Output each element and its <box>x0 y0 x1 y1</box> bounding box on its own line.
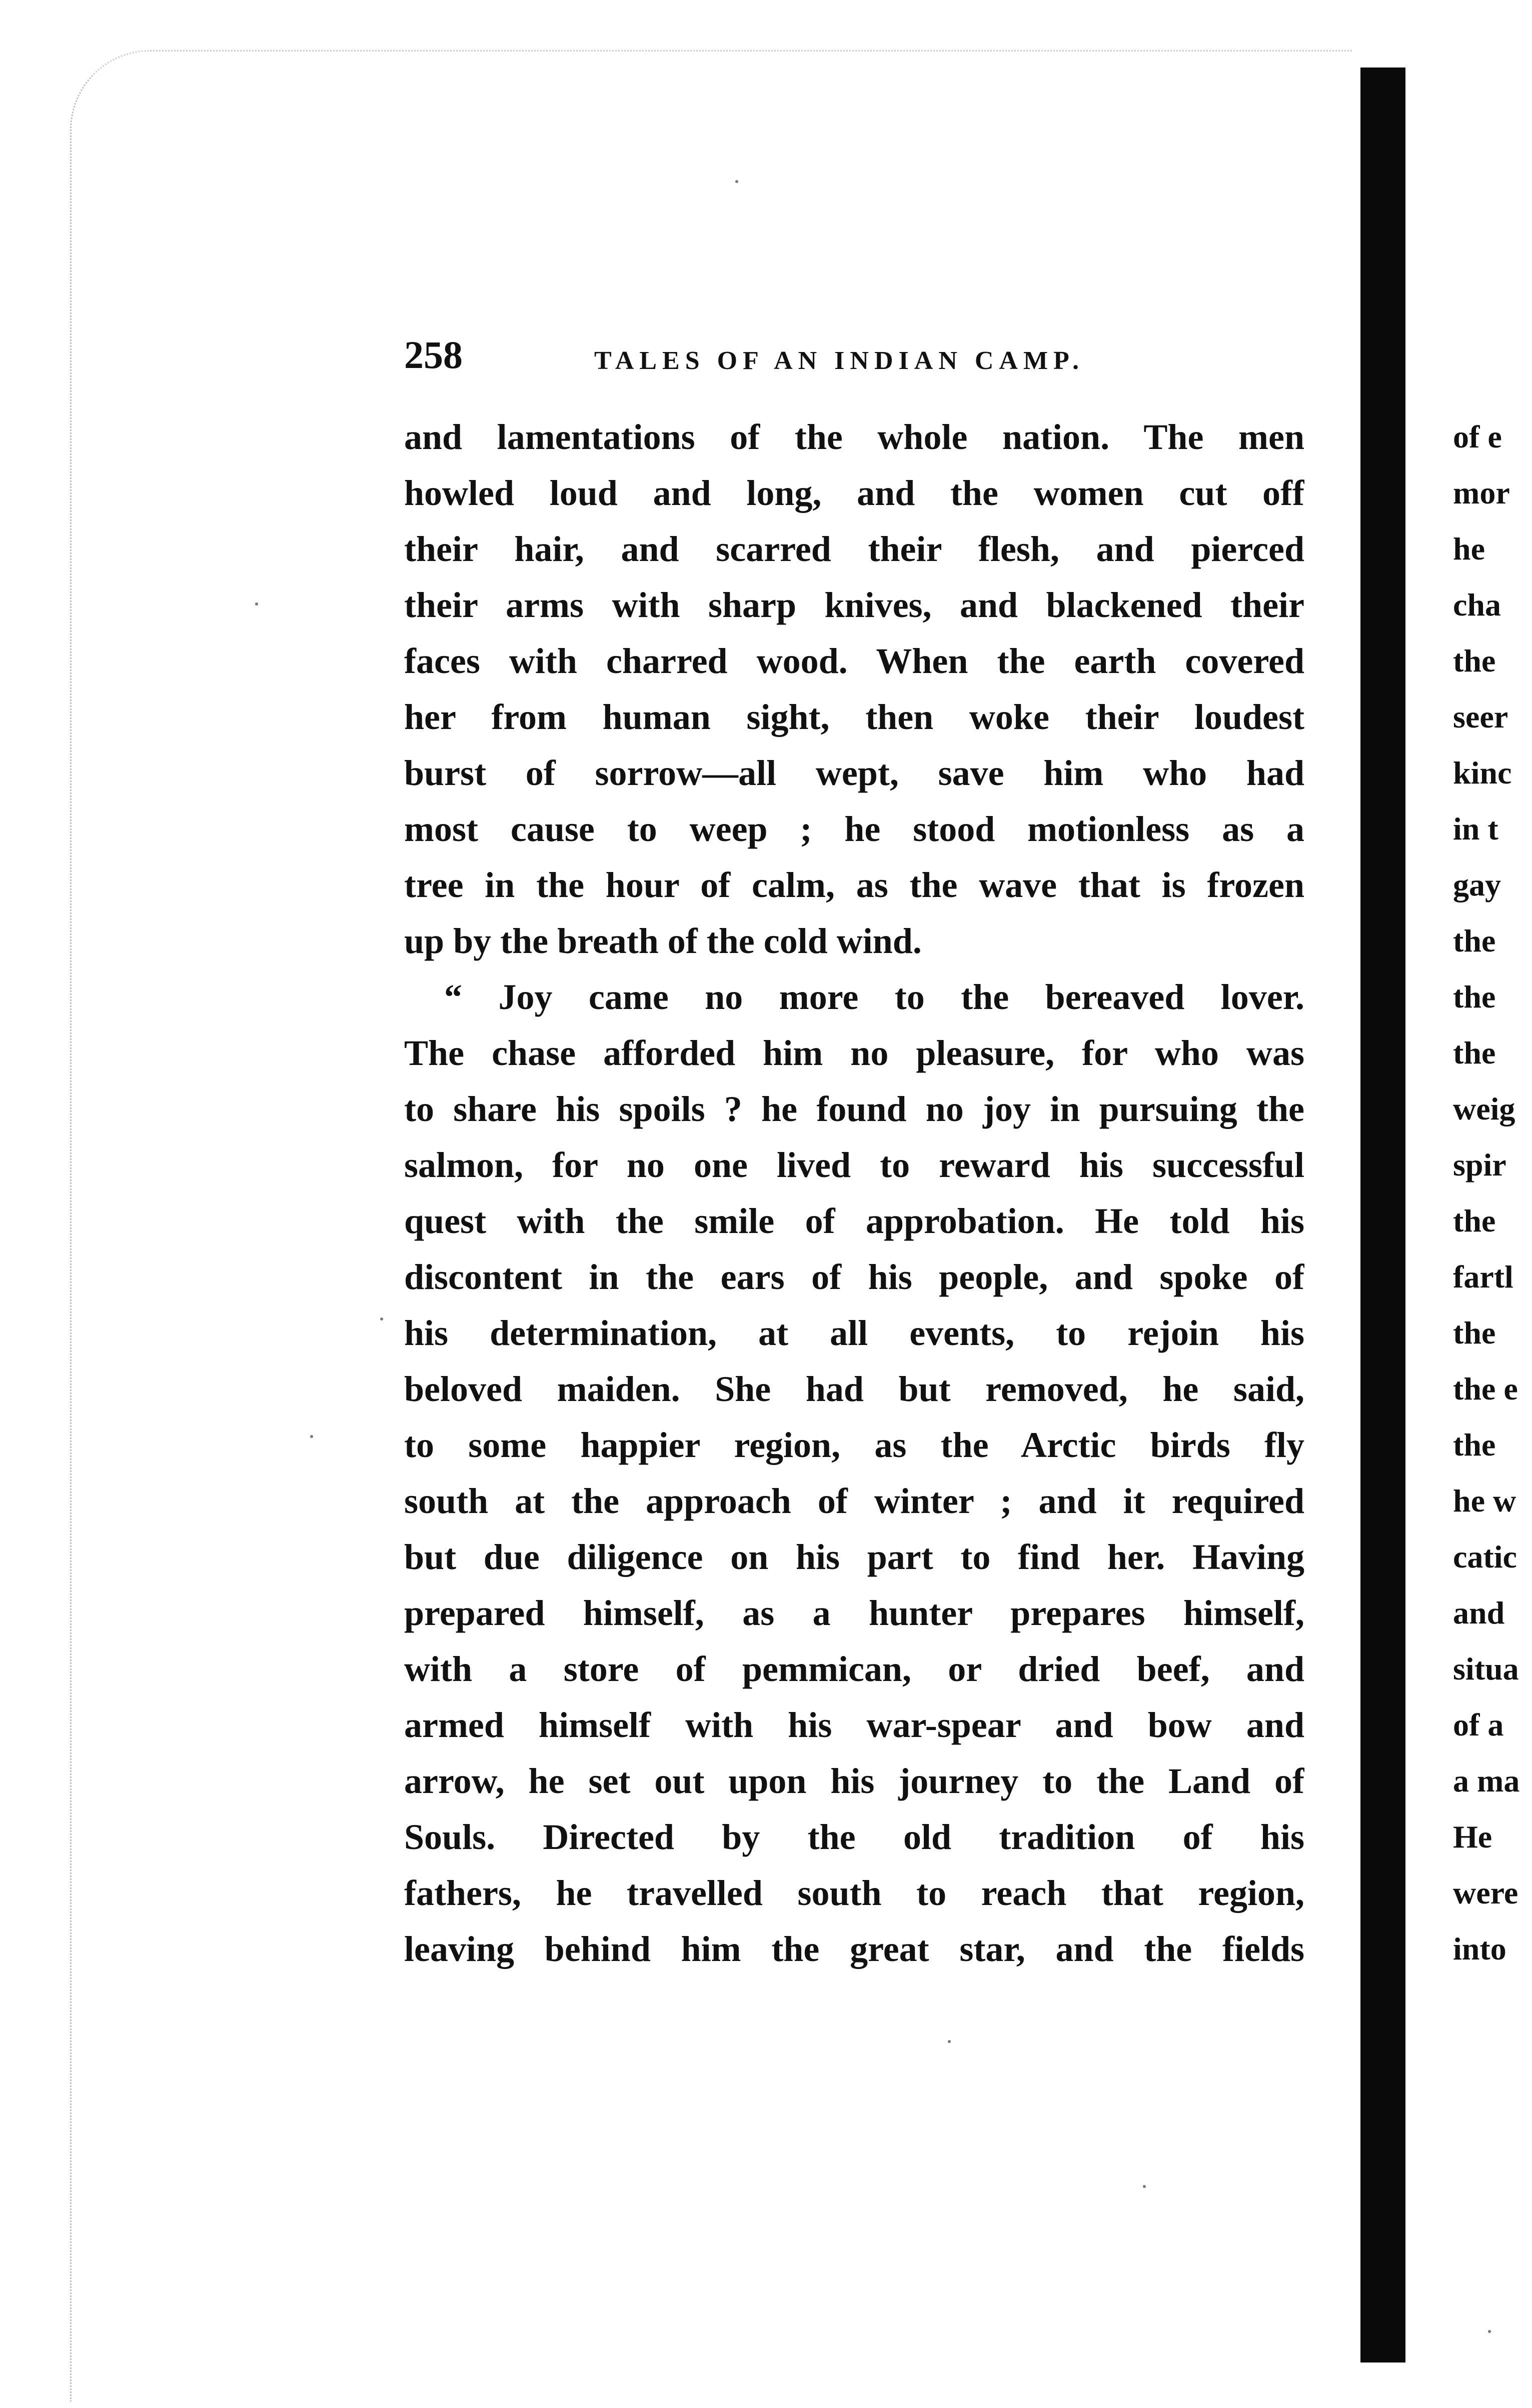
paper-speck <box>948 2040 951 2043</box>
text-line: to some happier region, as the Arctic birds fly <box>404 1425 1304 1465</box>
facing-line: of e <box>1453 419 1502 454</box>
facing-line: of a <box>1453 1707 1504 1742</box>
facing-line: in t <box>1453 811 1498 846</box>
facing-line: spir <box>1453 1147 1506 1182</box>
paper-speck <box>380 1318 383 1320</box>
facing-line: the <box>1453 1203 1496 1238</box>
text-line: quest with the smile of approbation. He told his <box>404 1201 1304 1241</box>
facing-line: catic <box>1453 1539 1517 1574</box>
running-header <box>404 325 1304 385</box>
paper-speck <box>1143 2185 1146 2188</box>
text-line: leaving behind him the great star, and the fields <box>404 1929 1304 1969</box>
facing-line: gay <box>1453 867 1501 902</box>
text-line: faces with charred wood. When the earth covered <box>404 641 1304 681</box>
text-line: their hair, and scarred their flesh, and pierced <box>404 529 1304 569</box>
paper-speck <box>310 1435 313 1438</box>
facing-line: situa <box>1453 1651 1519 1686</box>
text-line: howled loud and long, and the women cut off <box>404 473 1304 513</box>
facing-line: weig <box>1453 1091 1515 1126</box>
text-line: beloved maiden. She had but removed, he said, <box>404 1369 1304 1409</box>
text-line: burst of sorrow—all wept, save him who had <box>404 753 1304 793</box>
facing-line: fartl <box>1453 1259 1513 1294</box>
text-line: with a store of pemmican, or dried beef, and <box>404 1649 1304 1689</box>
body-text <box>404 409 1304 1977</box>
text-line: but due diligence on his part to find her. Having <box>404 1537 1304 1577</box>
facing-line: mor <box>1453 475 1510 510</box>
paper-speck <box>735 180 738 183</box>
facing-line: the <box>1453 923 1496 958</box>
paragraph-start-line: “ Joy came no more to the bereaved lover. <box>444 977 1304 1017</box>
text-line: salmon, for no one lived to reward his successful <box>404 1145 1304 1185</box>
facing-page-text <box>1453 409 1532 1977</box>
facing-line: he w <box>1453 1483 1516 1518</box>
text-line: south at the approach of winter ; and it required <box>404 1481 1304 1521</box>
facing-line: the e <box>1453 1371 1518 1406</box>
text-line: The chase afforded him no pleasure, for who was <box>404 1033 1304 1073</box>
page-number: 258 <box>404 333 463 376</box>
text-line: his determination, at all events, to rejoin his <box>404 1313 1304 1353</box>
facing-line: the <box>1453 643 1496 678</box>
facing-line: He <box>1453 1819 1492 1854</box>
text-line: most cause to weep ; he stood motionless as a <box>404 809 1304 849</box>
text-line: to share his spoils ? he found no joy in pursuing the <box>404 1089 1304 1129</box>
text-line: their arms with sharp knives, and blackened their <box>404 585 1304 625</box>
facing-line: were <box>1453 1875 1518 1910</box>
text-line: prepared himself, as a hunter prepares himself, <box>404 1593 1304 1633</box>
paper-speck <box>255 602 258 606</box>
text-line: her from human sight, then woke their loudest <box>404 697 1304 737</box>
facing-line: seer <box>1453 699 1508 734</box>
facing-line: a ma <box>1453 1763 1520 1798</box>
facing-line: the <box>1453 979 1496 1014</box>
facing-line: the <box>1453 1315 1496 1350</box>
text-line: and lamentations of the whole nation. The men <box>404 417 1304 457</box>
facing-line: the <box>1453 1035 1496 1070</box>
facing-line: into <box>1453 1931 1506 1966</box>
facing-line: the <box>1453 1427 1496 1462</box>
text-line: discontent in the ears of his people, and spoke of <box>404 1257 1304 1297</box>
facing-line: cha <box>1453 587 1501 622</box>
text-line: tree in the hour of calm, as the wave that is frozen <box>404 865 1304 905</box>
facing-line: he <box>1453 531 1485 566</box>
text-line: armed himself with his war-spear and bow and <box>404 1705 1304 1745</box>
text-line: fathers, he travelled south to reach that region, <box>404 1873 1304 1913</box>
book-gutter-shadow <box>1360 68 1405 2362</box>
text-line: arrow, he set out upon his journey to the Land of <box>404 1761 1304 1801</box>
paragraph-end-line: up by the breath of the cold wind. <box>404 921 922 961</box>
facing-line: and <box>1453 1595 1505 1630</box>
running-head-title: TALES OF AN INDIAN CAMP. <box>594 346 1085 375</box>
text-line: Souls. Directed by the old tradition of his <box>404 1817 1304 1857</box>
paper-speck <box>1488 2330 1491 2333</box>
facing-line: kinc <box>1453 755 1512 790</box>
